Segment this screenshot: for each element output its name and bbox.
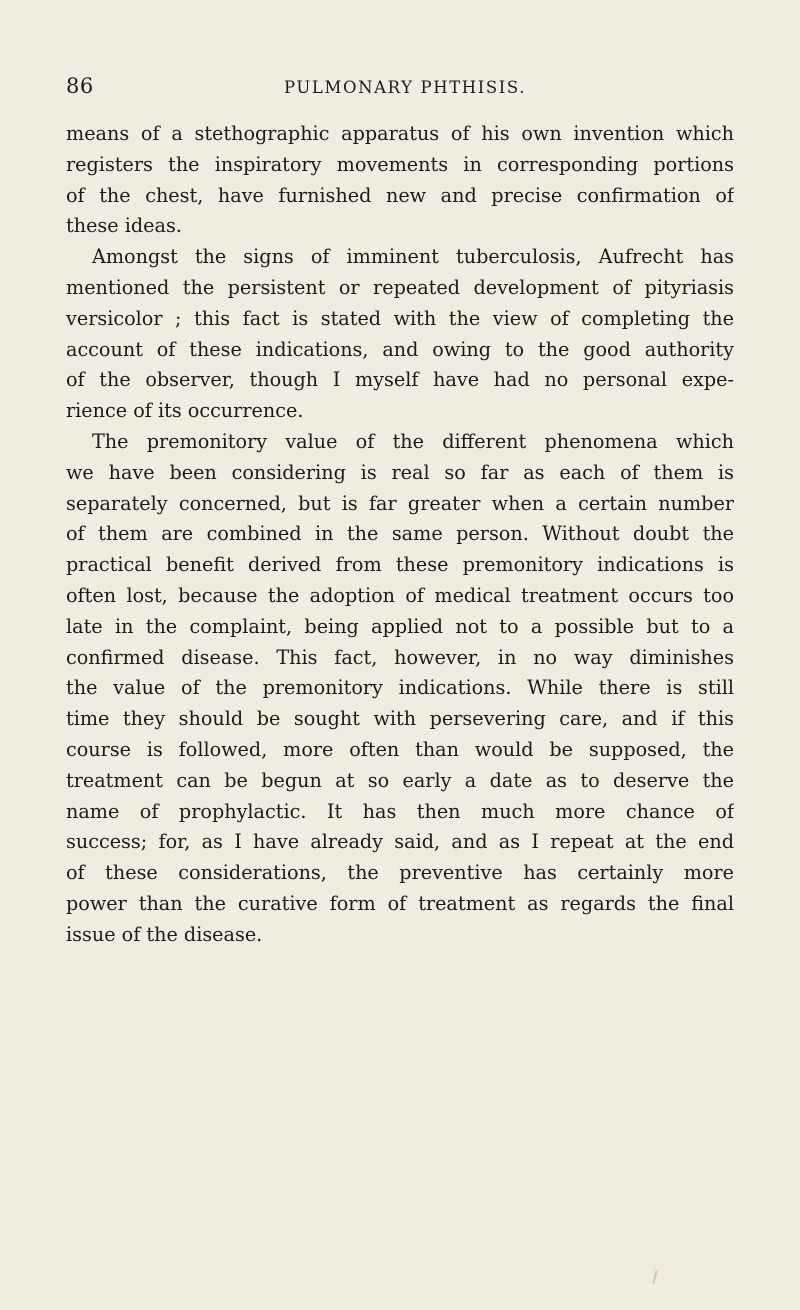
page-number: 86 — [66, 74, 94, 98]
text-line: versicolor ; this fact is stated with the view of completing the — [66, 306, 734, 330]
text-line: of these considerations, the preventive has certainly more — [66, 861, 734, 885]
text-line: name of prophylactic. It has then much more chance of — [66, 799, 734, 823]
text-line: issue of the disease. — [66, 922, 263, 946]
text-line: rience of its occurrence. — [66, 399, 304, 423]
text-line: confirmed disease. This fact, however, in no way diminishes — [66, 645, 734, 669]
text-line: mentioned the persistent or repeated development of pityriasis — [66, 275, 734, 299]
running-title: PULMONARY PHTHISIS. — [284, 78, 527, 97]
text-line: the value of the premonitory indications. While there is still — [66, 676, 734, 700]
body-text — [66, 119, 734, 951]
text-line: these ideas. — [66, 214, 182, 238]
paragraph — [66, 242, 734, 427]
text-line: registers the inspiratory movements in corresponding portions — [66, 152, 734, 176]
text-line: power than the curative form of treatment as regards the final — [66, 891, 734, 915]
paragraph — [66, 427, 734, 951]
text-line: success; for, as I have already said, and as I repeat at the end — [66, 830, 734, 854]
text-line: we have been considering is real so far as each of them is — [66, 460, 734, 484]
paper-speck — [652, 1270, 657, 1284]
text-line: means of a stethographic apparatus of his own invention which — [66, 122, 734, 145]
text-line: treatment can be begun at so early a date as to deserve the — [66, 768, 734, 792]
text-line: of the observer, though I myself have had no personal expe- — [66, 368, 734, 392]
text-line: course is followed, more often than would be supposed, the — [66, 737, 734, 761]
text-line: often lost, because the adoption of medical treatment occurs too — [66, 583, 734, 607]
paragraph — [66, 119, 734, 242]
text-line: of the chest, have furnished new and precise confirmation of — [66, 183, 734, 207]
running-head — [66, 74, 734, 104]
text-line: of them are combined in the same person. Without doubt the — [66, 522, 734, 546]
text-line: time they should be sought with persevering care, and if this — [66, 707, 734, 731]
text-line: Amongst the signs of imminent tuberculosis, Aufrecht has — [92, 245, 734, 269]
text-line: late in the complaint, being applied not to a possible but to a — [66, 614, 734, 638]
text-line: separately concerned, but is far greater when a certain number — [66, 491, 734, 515]
text-line: The premonitory value of the different phenomena which — [92, 429, 734, 453]
text-line: practical benefit derived from these premonitory indications is — [66, 553, 734, 577]
text-line: account of these indications, and owing to the good authority — [66, 337, 734, 361]
